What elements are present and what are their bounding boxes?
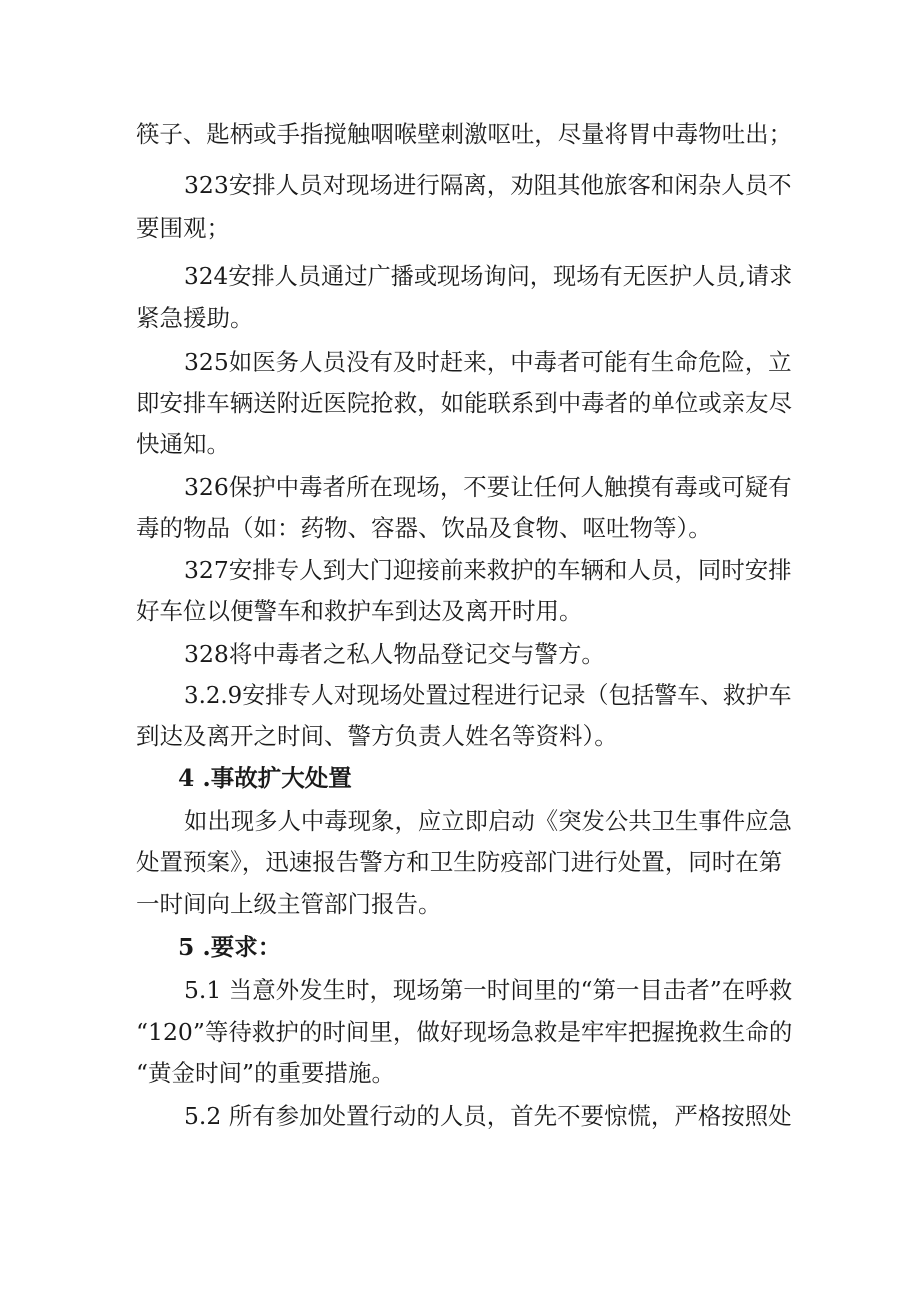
line-text: 到达及离开之时间、警方负责人姓名等资料）。 xyxy=(136,722,618,750)
text-line xyxy=(0,591,920,631)
text-line xyxy=(0,508,920,548)
text-line xyxy=(0,675,920,715)
line-text: 5.2 所有参加处置行动的人员，首先不要惊慌，严格按照处 xyxy=(184,1102,792,1130)
line-text: 323安排人员对现场进行隔离，劝阻其他旅客和闲杂人员不 xyxy=(184,171,792,199)
text-line xyxy=(0,342,920,382)
line-text: 324安排人员通过广播或现场询问，现场有无医护人员,请求 xyxy=(184,262,793,290)
heading-text: 4 .事故扩大处置 xyxy=(178,764,352,792)
text-line xyxy=(0,467,920,507)
section-heading xyxy=(0,927,920,967)
line-text: 即安排车辆送附近医院抢救，如能联系到中毒者的单位或亲友尽 xyxy=(136,389,793,417)
line-text: 325如医务人员没有及时赶来，中毒者可能有生命危险，立 xyxy=(184,348,792,376)
text-line xyxy=(0,298,920,338)
line-text: 326保护中毒者所在现场，不要让任何人触摸有毒或可疑有 xyxy=(184,473,792,501)
text-line xyxy=(0,842,920,882)
text-line xyxy=(0,1012,920,1052)
line-text: 紧急援助。 xyxy=(136,304,254,332)
text-line xyxy=(0,801,920,841)
line-text: 5.1 当意外发生时，现场第一时间里的“第一目击者”在呼救 xyxy=(184,976,793,1004)
text-line xyxy=(0,424,920,464)
line-text: 3.2.9安排专人对现场处置过程进行记录（包括警车、救护车 xyxy=(184,681,792,709)
line-text: 筷子、匙柄或手指搅触咽喉壁刺激呕吐，尽量将胃中毒物吐出； xyxy=(136,120,793,148)
line-text: 328将中毒者之私人物品登记交与警方。 xyxy=(184,640,605,668)
text-line xyxy=(0,716,920,756)
line-text: 要围观； xyxy=(136,214,230,242)
line-text: 如出现多人中毒现象，应立即启动《突发公共卫生事件应急 xyxy=(184,807,792,835)
heading-text: 5 .要求： xyxy=(178,933,282,961)
text-line xyxy=(0,1053,920,1093)
line-text: 毒的物品（如：药物、容器、饮品及食物、呕吐物等）。 xyxy=(136,514,712,542)
text-line xyxy=(0,1096,920,1136)
line-text: “120”等待救护的时间里，做好现场急救是牢牢把握挽救生命的 xyxy=(136,1018,793,1046)
line-text: 快通知。 xyxy=(136,430,230,458)
text-line xyxy=(0,550,920,590)
text-line xyxy=(0,383,920,423)
text-line xyxy=(0,114,920,154)
line-text: 处置预案》，迅速报告警方和卫生防疫部门进行处置，同时在第 xyxy=(136,848,783,876)
section-heading xyxy=(0,758,920,798)
text-line xyxy=(0,208,920,248)
line-text: 327安排专人到大门迎接前来救护的车辆和人员，同时安排 xyxy=(184,556,792,584)
text-line xyxy=(0,165,920,205)
text-line xyxy=(0,970,920,1010)
line-text: 一时间向上级主管部门报告。 xyxy=(136,890,442,918)
line-text: 好车位以便警车和救护车到达及离开时用。 xyxy=(136,597,583,625)
line-text: “黄金时间”的重要措施。 xyxy=(136,1059,396,1087)
text-line xyxy=(0,256,920,296)
text-line xyxy=(0,634,920,674)
text-line xyxy=(0,884,920,924)
